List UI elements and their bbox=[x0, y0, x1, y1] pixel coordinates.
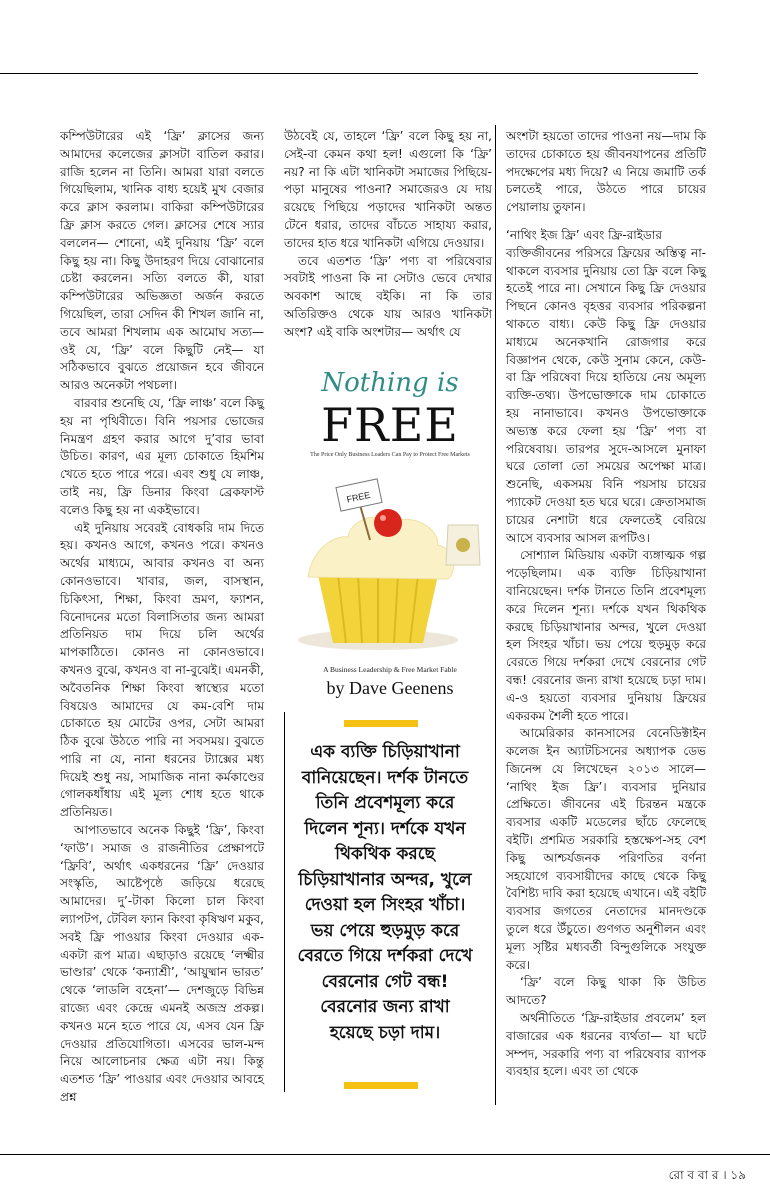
paragraph: অর্থনীতিতে ‘ফ্রি-রাইডার প্রবলেম’ হল বাজারের এক ধরনের ব্যর্থতা— যা ঘটে সম্পদ, সরকারি পণ্য বা পরিষেবার ব্যাপক ব্যবহার হলে। এবং তা থেকে bbox=[506, 1011, 706, 1079]
section-heading: ‘নাথিং ইজ ফ্রি’ এবং ফ্রি-রাইডার bbox=[506, 227, 662, 242]
column-divider bbox=[495, 125, 496, 1105]
paragraph: আমেরিকার কানসাসের বেনেডিক্টাইন কলেজ ইন অ্যাটচিসনের অধ্যাপক ডেভ জিনেন্স যে লিখেছেন ২০১৩ সালে— ‘নাথিং ইজ ফ্রি’। ব্যবসার দুনিয়ার প্রেক্ষিতে। জীবনের এই চিরন্তন মন্ত্রকে ব্যবসার একটি মডেলের ছাঁচে ফেলেছে বইটি। প্রশমিত সরকারি হস্তক্ষেপ-সহ বেশ কিছু আশ্চর্যজনক পরিণতির বর্ণনা সহযোগে ব্যবসায়ীদের কাছে থেকে কিছু বৈশিষ্ট্য দাবি করা হয়েছে এখানে। এই বইটি ব্যবসার জগতের নেতাদের মানদণ্ডকে তুলে ধরে উঁচুতে। গুণগত অনুশীলন এবং মূল্য সৃষ্টির মধ্যবর্তী বিন্দুগুলিকে সংযুক্ত করে। bbox=[506, 726, 706, 972]
sign-text: FREE bbox=[345, 489, 372, 505]
teapot-emblem bbox=[456, 538, 470, 552]
paragraph: আপাতভাবে অনেক কিছুই ‘ফ্রি’, কিংবা ‘ফাউ’। সমাজ ও রাজনীতির প্রেক্ষাপটে ‘ফ্রিবি’, অর্থাৎ একধরনের ‘ফ্রি’ দেওয়ার সংস্কৃতি, আষ্টেপৃষ্ঠে জড়িয়ে ধরেছে আমাদের। দু’-টাকা কিলো চাল কিংবা ল্যাপটপ, টেবিল ফ্যান কিংবা কৃষিঋণ মকুব, সবই ফ্রি পাওয়ার কিংবা দেওয়ার এক-একটা রূপ মাত্র। এছাড়াও রয়েছে ‘লক্ষ্মীর ভাণ্ডার’ থেকে ‘কন্যাশ্রী’, ‘আয়ুষ্মান ভারত’ থেকে ‘লাডলি বহেনা’— দেশজুড়ে বিভিন্ন রাজ্যে এবং কেন্দ্রে এমনই অজস্র প্রকল্প। কখনও মনে হতে পারে যে, এসব যেন ফ্রি দেওয়ার প্রতিযোগিতা। এসবের ভাল-মন্দ নিয়ে আলোচনার ক্ষেত্র এটা নয়। কিন্তু এতশত ‘ফ্রি’ পাওয়ার এবং দেওয়ার আবহে প্রশ্ন bbox=[60, 823, 264, 1105]
paragraph: অংশটা হয়তো তাদের পাওনা নয়—দাম কি তাদের চোকাতে হয় জীবনযাপনের প্রতিটি পদক্ষেপের মধ্য দিয়ে? এ নিয়ে জমাটি তর্ক চলতেই পারে, উঠতে পারে চায়ের পেয়ালায় তুফান। bbox=[506, 129, 706, 215]
book-author: by Dave Geenens bbox=[326, 678, 454, 698]
book-title-main: FREE bbox=[321, 398, 459, 452]
book-title-script: Nothing is bbox=[321, 368, 459, 398]
paragraph: কম্পিউটারের এই ‘ফ্রি’ ক্লাসের জন্য আমাদের কলেজের ক্লাসটা বাতিল করার। রাজি হলেন না তিনি। আমরা যারা বলতে গিয়েছিলাম, খানিক বাধ্য হয়েই মুখ বেজার করে ক্লাস করলাম। বাকিরা কম্পিউটারের ফ্রি ক্লাস করতে গেল। ক্লাসের শেষে স্যার বললেন— শোনো, এই দুনিয়ায় ‘ফ্রি’ বলে কিছু হয় না। কিছু উদাহরণ দিয়ে বোঝানোর চেষ্টা করলেন। সত্যি বলতে কী, যারা কম্পিউটারের অভিজ্ঞতা অর্জন করতে গিয়েছিল, তারা সেদিন কী শিখল জানি না, তবে আমরা শিখলাম এক আমোঘ সত্য— ওই যে, ‘ফ্রি’ বলে কিছুটি নেই— যা সঠিকভাবে বুঝতে প্রয়োজন হবে জীবনে আরও অনেকটা পথচলা। bbox=[60, 129, 264, 393]
pull-quote-border-left bbox=[284, 712, 285, 1092]
book-tagline: A Business Leadership & Free Market Fable bbox=[323, 665, 457, 674]
pull-quote: এক ব্যক্তি চিড়িয়াখানা বানিয়েছেন। দর্শক টানতে তিনি প্রবেশমূল্য করে দিলেন শূন্য। দর্শকে যখন থিকথিক করছে চিড়িয়াখানার অন্দর, খুলে দেওয়া হল সিংহর খাঁচা। ভয় পেয়ে হুড়মুড় করে বেরতে গিয়ে দর্শকরা দেখে বেরনোর গেট বন্ধ! বেরনোর জন্য রাখা হয়েছে চড়া দাম। bbox=[297, 742, 473, 1043]
page-footer: রো ব বা র । ১৯ bbox=[668, 1168, 746, 1182]
top-rule bbox=[0, 73, 698, 74]
book-subtitle: The Price Only Business Leaders Can Pay to Protect Free Markets bbox=[310, 452, 470, 458]
paragraph: ‘ফ্রি’ বলে কিছু থাকা কি উচিত আদতে? bbox=[506, 975, 706, 1008]
cherry-shine bbox=[380, 515, 386, 521]
book-cover bbox=[288, 360, 492, 700]
column-1 bbox=[60, 128, 264, 1107]
column-2 bbox=[284, 128, 492, 342]
bottom-rule bbox=[0, 1154, 770, 1155]
cupcake-illustration bbox=[288, 465, 492, 665]
cherry bbox=[374, 509, 402, 537]
column-3 bbox=[506, 128, 706, 1081]
pull-quote-bar-bottom bbox=[344, 1082, 418, 1089]
paragraph: সোশ্যাল মিডিয়ায় একটা ব্যঙ্গাত্মক গল্প পড়েছিলাম। এক ব্যক্তি চিড়িয়াখানা বানিয়েছেন। দর্শক টানতে তিনি প্রবেশমূল্য করে দিলেন শূন্য। দর্শকে যখন থিকথিক করছে চিড়িয়াখানার অন্দর, খুলে দেওয়া হল সিংহর খাঁচা। ভয় পেয়ে হুড়মুড় করে বেরতে গিয়ে দর্শকরা দেখে বেরনোর গেট বন্ধ! বেরনোর জন্য রাখা হয়েছে চড়া দাম। এ-ও হয়তো ব্যবসার দুনিয়ায় ফ্রিয়ের একরকম শৈলী হতে পারে। bbox=[506, 548, 706, 723]
pull-quote-bar-top bbox=[344, 720, 418, 727]
paragraph: তবে এতশত ‘ফ্রি’ পণ্য বা পরিষেবার সবটাই পাওনা কি না সেটাও ভেবে দেখার অবকাশ আছে বইকি। না কি তার অতিরিক্তও থেকে যায় আরও খানিকটা অংশ? এই বাকি অংশটার— অর্থাৎ যে bbox=[284, 253, 492, 339]
paragraph: বারবার শুনেছি যে, ‘ফ্রি লাঞ্চ’ বলে কিছু হয় না পৃথিবীতে। বিনি পয়সার ভোজের নিমন্ত্রণ গ্রহণ করার আগে দু’বার ভাবা উচিত। কারণ, এর মূল্য চোকাতে হিমশিম খেতে হতে পারে পরে। এবং শুধু যে লাঞ্চ, তাই নয়, ফ্রি ডিনার কিংবা ব্রেকফাস্ট বলেও কিছু হয় না একইভাবে। bbox=[60, 395, 264, 517]
paragraph: উঠবেই যে, তাহলে ‘ফ্রি’ বলে কিছু হয় না, সেই-বা কেমন কথা হল! এগুলো কি ‘ফ্রি’ নয়? না কি এটা খানিকটা সমাজের পিছিয়ে-পড়া মানুষের পাওনা? সমাজেরও যে দায় রয়েছে পিছিয়ে পড়াদের খানিকটা অন্তত টেনে ধরার, তাদের বাঁচতে সাহায্য করার, তাদের হাত ধরে খানিকটা এগিয়ে দেওয়ার। bbox=[284, 129, 492, 250]
paragraph: এই দুনিয়ায় সবেরই বোধকরি দাম দিতে হয়। কখনও আগে, কখনও পরে। কখনও অর্থের মাধ্যমে, আবার কখনও বা অন্য কোনওভাবে। খাবার, জল, বাসস্থান, চিকিৎসা, শিক্ষা, কিংবা ভ্রমণ, ফ্যাশন, বিনোদনের মতো বিলাসিতার জন্য আমরা প্রতিনিয়ত দাম দিয়ে চলি অর্থের মাপকাঠিতে। কোনও না কোনওভাবে। কখনও বুঝে, কখনও বা না-বুঝেই। এমনকী, অবৈতনিক শিক্ষা কিংবা স্বাস্থ্যের মতো বিষয়েও আমাদের যে কম-বেশি দাম চোকাতে হয় মোটের ওপর, সেটা আমরা ঠিক বুঝে উঠতে পারি না সবসময়। বুঝতে পারি না যে, নানা ধরনের ট্যাক্সের মধ্য দিয়েই শুধু নয়, সামাজিক নানা কর্মকাণ্ডের গোলকধাঁধায় এই মূল্য শোধ হতে থাকে প্রতিনিয়ত। bbox=[60, 520, 264, 820]
paragraph: ব্যক্তিজীবনের পরিসরে ফ্রিয়ের অস্তিত্ব না-থাকলে ব্যবসার দুনিয়ায় তো ফ্রি বলে কিছু হতেই পারে না। সেখানে কিছু ফ্রি দেওয়ার পিছনে কোনও বৃহত্তর ব্যবসার পরিকল্পনা থাকতে বাধ্য। কেউ কিছু ফ্রি দেওয়ার মাধ্যমে অনেকখানি রোজগার করে বিজ্ঞাপন থেকে, কেউ সুনাম কেনে, কেউ-বা ফ্রি পরিষেবা দিয়ে হাতিয়ে নেয় অমূল্য ব্যক্তি-তথ্য। উপভোক্তাকে দাম চোকাতে হয় নানাভাবে। কখনও উপভোক্তাকে অভ্যস্ত করে ফেলা হয় ‘ফ্রি’ পণ্য বা পরিষেবায়। তারপর সুদে-আসলে মুনাফা ঘরে তোলা তো সময়ের অপেক্ষা মাত্র। শুনেছি, একসময় বিনি পয়সায় চায়ের প্যাকেট দেওয়া হত ঘরে ঘরে। ক্রেতাসমাজ চায়ের নেশাটা ধরে ফেলতেই বেরিয়ে আসে ব্যবসার আসল রূপটিও। bbox=[506, 245, 706, 545]
